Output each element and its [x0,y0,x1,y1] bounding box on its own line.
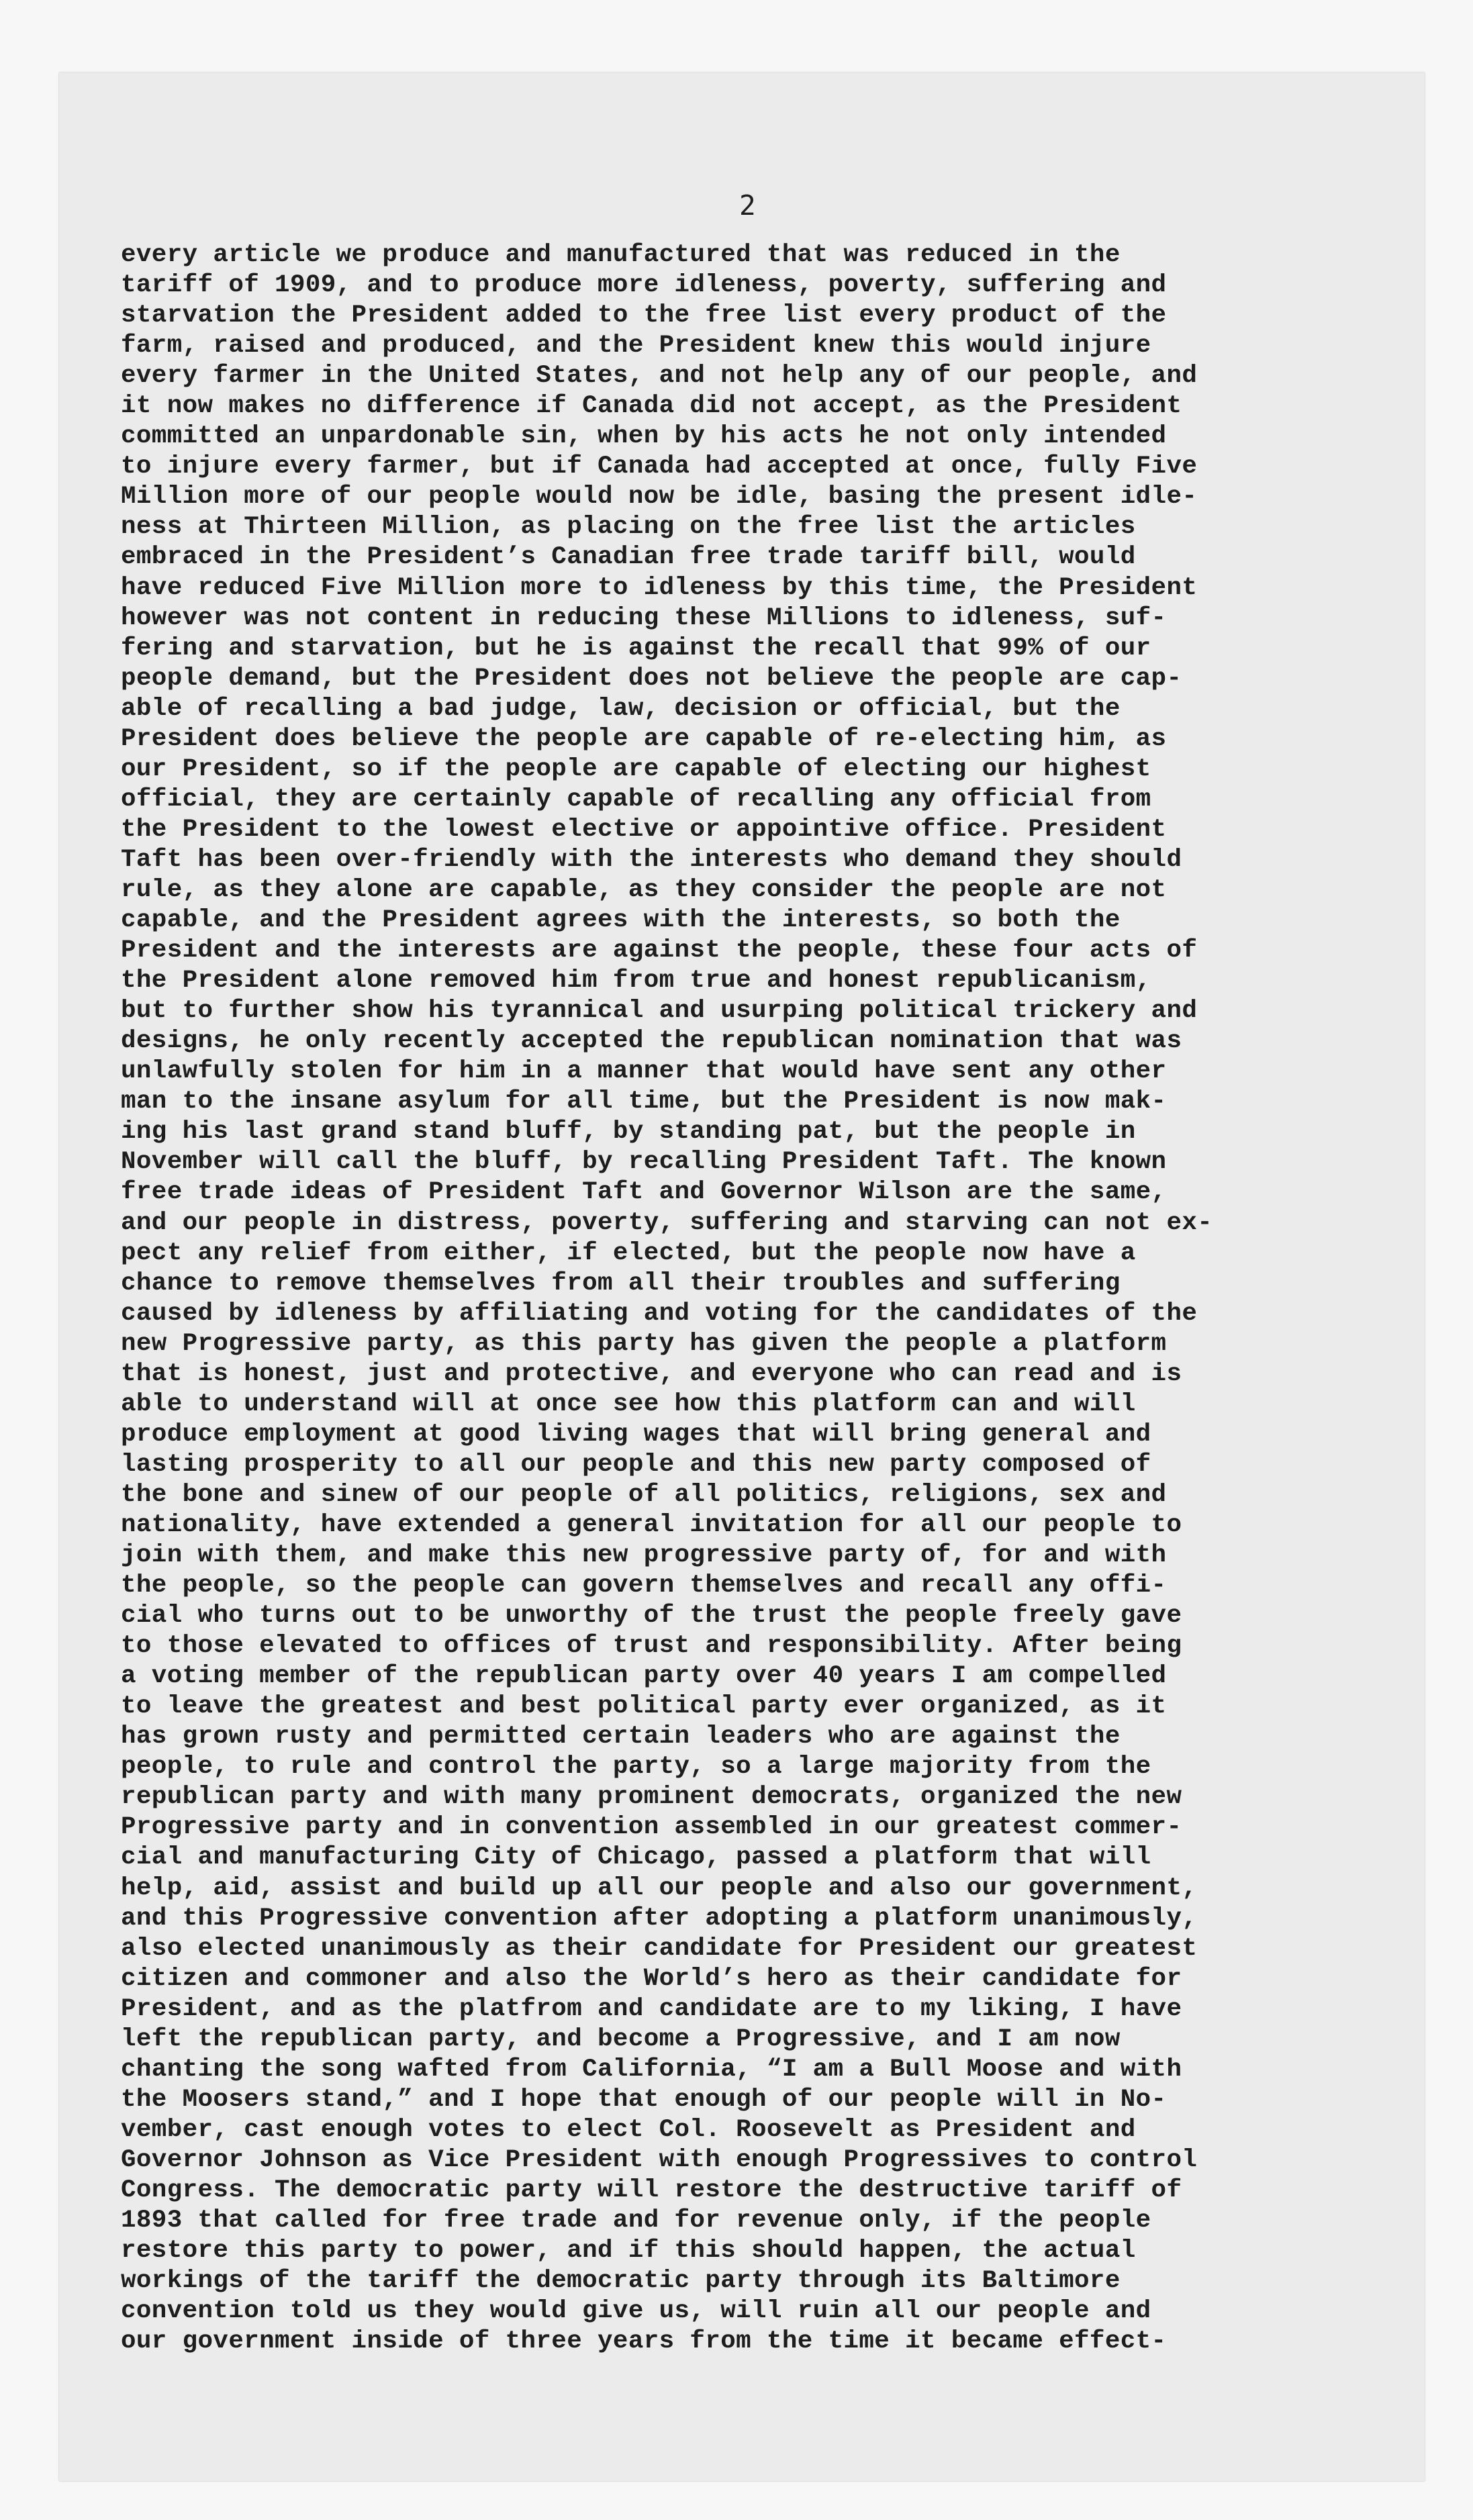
text-line: republican party and with many prominent democrats, organized the new [121,1783,1182,1812]
text-line: people, to rule and control the party, so a large majority from the [121,1753,1151,1782]
text-line: embraced in the President’s Canadian free trade tariff bill, would [121,543,1136,572]
text-line: Progressive party and in convention assembled in our greatest commer- [121,1813,1182,1842]
text-line: has grown rusty and permitted certain leaders who are against the [121,1723,1121,1751]
text-line: also elected unanimously as their candidate for President our greatest [121,1934,1198,1963]
text-line: however was not content in reducing these Millions to idleness, suf- [121,603,1167,632]
text-line: every article we produce and manufactured that was reduced in the [121,241,1121,269]
text-line: vember, cast enough votes to elect Col. Roosevelt as President and [121,2115,1136,2144]
text-line: to injure every farmer, but if Canada had accepted at once, fully Five [121,452,1198,481]
text-line: unlawfully stolen for him in a manner that would have sent any other [121,1057,1167,1086]
text-line: join with them, and make this new progressive party of, for and with [121,1541,1167,1570]
text-line: nationality, have extended a general invitation for all our people to [121,1510,1182,1539]
text-line: our President, so if the people are capable of electing our highest [121,755,1151,783]
text-line: cial and manufacturing City of Chicago, passed a platform that will [121,1843,1151,1872]
text-line: rule, as they alone are capable, as they consider the people are not [121,875,1167,904]
text-line: ness at Thirteen Million, as placing on the free list the articles [121,513,1136,542]
text-line: farm, raised and produced, and the President knew this would injure [121,332,1151,360]
text-line: have reduced Five Million more to idleness by this time, the President [121,573,1198,602]
text-line: ing his last grand stand bluff, by standing pat, but the people in [121,1118,1136,1147]
text-line: that is honest, just and protective, and everyone who can read and is [121,1359,1182,1388]
text-line: fering and starvation, but he is against the recall that 99% of our [121,634,1151,663]
text-line: and this Progressive convention after adopting a platform unanimously, [121,1904,1198,1933]
body-text [121,240,1396,2357]
text-line: and our people in distress, poverty, suffering and starving can not ex- [121,1208,1213,1237]
text-line: 1893 that called for free trade and for revenue only, if the people [121,2207,1151,2235]
text-line: the people, so the people can govern themselves and recall any offi- [121,1571,1167,1600]
text-line: to leave the greatest and best political party ever organized, as it [121,1692,1167,1721]
text-line: produce employment at good living wages that will bring general and [121,1420,1151,1449]
text-line: able of recalling a bad judge, law, decision or official, but the [121,694,1121,723]
text-line: workings of the tariff the democratic party through its Baltimore [121,2267,1121,2296]
text-line: cial who turns out to be unworthy of the trust the people freely gave [121,1602,1182,1631]
text-line: chanting the song wafted from California, “I am a Bull Moose and with [121,2055,1182,2084]
text-line: man to the insane asylum for all time, but the President is now mak- [121,1087,1167,1116]
text-line: left the republican party, and become a Progressive, and I am now [121,2025,1121,2053]
text-line: President, and as the platfrom and candidate are to my liking, I have [121,1994,1182,2023]
text-line: starvation the President added to the free list every product of the [121,301,1167,330]
text-line: the Moosers stand,” and I hope that enough of our people will in No- [121,2085,1167,2114]
text-line: a voting member of the republican party over 40 years I am compelled [121,1662,1167,1691]
text-line: Governor Johnson as Vice President with enough Progressives to control [121,2145,1198,2174]
text-line: official, they are certainly capable of recalling any official from [121,785,1151,814]
text-line: restore this party to power, and if this should happen, the actual [121,2237,1136,2266]
text-line: people demand, but the President does not believe the people are cap- [121,664,1182,693]
text-line: Million more of our people would now be idle, basing the present idle- [121,483,1198,512]
text-line: it now makes no difference if Canada did not accept, as the President [121,392,1182,421]
text-line: the President to the lowest elective or appointive office. President [121,815,1167,844]
text-line: President does believe the people are capable of re-electing him, as [121,724,1167,753]
text-line: new Progressive party, as this party has given the people a platform [121,1329,1167,1358]
text-line: capable, and the President agrees with the interests, so both the [121,906,1121,935]
text-line: help, aid, assist and build up all our people and also our government, [121,1874,1198,1902]
page-number: 2 [739,189,756,222]
text-line: our government inside of three years from the time it became effect- [121,2327,1167,2356]
text-line: designs, he only recently accepted the republican nomination that was [121,1027,1182,1056]
text-line: able to understand will at once see how this platform can and will [121,1390,1136,1418]
text-line: the President alone removed him from true and honest republicanism, [121,967,1151,996]
text-line: pect any relief from either, if elected, but the people now have a [121,1239,1136,1267]
text-line: Taft has been over-friendly with the interests who demand they should [121,845,1182,874]
text-line: Congress. The democratic party will restore the destructive tariff of [121,2176,1182,2204]
text-line: free trade ideas of President Taft and Governor Wilson are the same, [121,1178,1167,1207]
text-line: chance to remove themselves from all their troubles and suffering [121,1269,1121,1298]
text-line: November will call the bluff, by recalling President Taft. The known [121,1148,1167,1177]
text-line: tariff of 1909, and to produce more idleness, poverty, suffering and [121,271,1167,300]
text-line: but to further show his tyrannical and usurping political trickery and [121,997,1198,1026]
text-line: citizen and commoner and also the World’s hero as their candidate for [121,1964,1182,1993]
text-line: convention told us they would give us, will ruin all our people and [121,2297,1151,2326]
text-line: lasting prosperity to all our people and this new party composed of [121,1450,1151,1479]
text-line: President and the interests are against the people, these four acts of [121,936,1198,965]
text-line: the bone and sinew of our people of all politics, religions, sex and [121,1480,1167,1509]
text-line: to those elevated to offices of trust and responsibility. After being [121,1632,1182,1661]
text-line: caused by idleness by affiliating and voting for the candidates of the [121,1299,1198,1328]
text-line: every farmer in the United States, and not help any of our people, and [121,362,1198,391]
text-line: committed an unpardonable sin, when by his acts he not only intended [121,422,1167,451]
